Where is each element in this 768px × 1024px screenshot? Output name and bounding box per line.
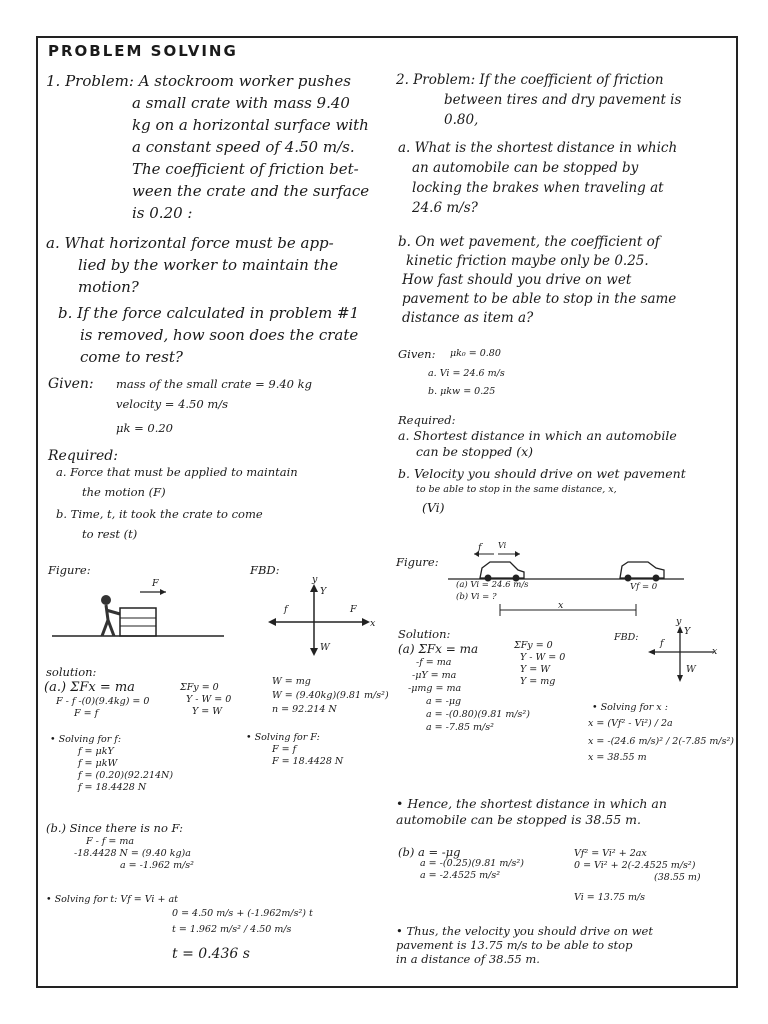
p2-question-b bbox=[398, 234, 676, 326]
p2-sol-line: -μY = ma bbox=[412, 670, 457, 681]
p1-sol-line: f = (0.20)(92.214N) bbox=[78, 770, 174, 781]
p1-sol-line: f = μkY bbox=[78, 746, 114, 757]
p1-sol-line: • Solving for F: bbox=[246, 732, 320, 743]
p2-sol-line: 0 = Vi² + 2(-2.4525 m/s²) bbox=[574, 860, 696, 871]
p1-required-label: Required: bbox=[48, 448, 118, 464]
p1-fbd-y-axis: y bbox=[312, 574, 318, 585]
p1-given-values bbox=[116, 376, 312, 436]
p2-fbd-f: f bbox=[660, 638, 664, 649]
p2-fig-f: f bbox=[478, 542, 482, 553]
p1-sol-line: F - f -(0)(9.4kg) = 0 bbox=[56, 696, 150, 707]
p1-qb-line: come to rest? bbox=[80, 348, 183, 366]
p1-qa-line: a. What horizontal force must be app- bbox=[46, 234, 334, 252]
p1-sol-line: W = mg bbox=[272, 676, 311, 687]
p1-fbd-f: f bbox=[284, 604, 288, 615]
p2-hence-line: • Hence, the shortest distance in which an bbox=[396, 796, 667, 811]
p1-fbd-x-axis: x bbox=[370, 618, 376, 629]
p2-thus-line: pavement is 13.75 m/s to be able to stop bbox=[396, 938, 633, 952]
p1-sol-line: W = (9.40kg)(9.81 m/s²) bbox=[272, 690, 389, 701]
p1-figure-label: Figure: bbox=[48, 563, 91, 577]
p1-sol-b-title: (b.) Since there is no F: bbox=[46, 821, 183, 835]
p2-sol-line: -μmg = ma bbox=[408, 683, 462, 694]
p1-fbd-drawing bbox=[264, 580, 374, 660]
p2-fbd-x-axis: x bbox=[712, 646, 718, 657]
p1-sol-answer-t: t = 0.436 s bbox=[172, 946, 250, 962]
p2-sol-line: a = -2.4525 m/s² bbox=[420, 870, 501, 881]
p2-sol-line: (a) ΣFx = ma bbox=[398, 642, 479, 656]
p1-problem-line: 1. Problem: A stockroom worker pushes bbox=[46, 72, 351, 90]
p2-qa-line: an automobile can be stopped by bbox=[412, 160, 639, 176]
p2-qb-line: b. On wet pavement, the coefficient of bbox=[398, 234, 660, 250]
p1-solving-t bbox=[46, 894, 313, 962]
p2-problem-statement bbox=[396, 72, 681, 128]
p1-fbd-F: F bbox=[350, 604, 357, 615]
p2-given-values-2 bbox=[428, 368, 505, 398]
p1-sol-line: 0 = 4.50 m/s + (-1.962m/s²) t bbox=[172, 908, 313, 919]
p2-fig-case-b: (b) Vi = ? bbox=[456, 592, 497, 602]
p2-qa-line: 24.6 m/s? bbox=[412, 200, 478, 216]
p1-qb-line: is removed, how soon does the crate bbox=[80, 326, 359, 344]
p1-solution-b bbox=[46, 820, 194, 872]
p1-figure-force-label: F bbox=[152, 578, 159, 589]
p1-sol-line: • Solving for t: Vf = Vi + at bbox=[46, 894, 178, 905]
p2-sol-answer-vi: Vi = 13.75 m/s bbox=[574, 892, 646, 903]
p2-sol-line: a = -μg bbox=[426, 696, 462, 707]
p2-solution-b bbox=[398, 846, 524, 882]
p1-given-mass: mass of the small crate = 9.40 kg bbox=[116, 377, 312, 391]
p1-qa-line: motion? bbox=[78, 278, 139, 296]
p1-solving-f bbox=[50, 734, 173, 794]
p1-fbd-label: FBD: bbox=[250, 563, 280, 577]
p1-problem-line: a constant speed of 4.50 m/s. bbox=[132, 138, 355, 156]
p1-required-line: the motion (F) bbox=[82, 485, 166, 499]
p2-sol-line: x = (Vf² - Vi²) / 2a bbox=[588, 718, 673, 729]
p1-sol-line: ΣFy = 0 bbox=[180, 682, 219, 693]
p2-required-line: can be stopped (x) bbox=[416, 444, 533, 459]
p2-solving-x bbox=[588, 702, 734, 764]
p2-sol-line: • Solving for x : bbox=[592, 702, 668, 713]
p2-sol-line: x = -(24.6 m/s)² / 2(-7.85 m/s²) bbox=[588, 736, 735, 747]
p1-qa-line: lied by the worker to maintain the bbox=[78, 256, 339, 274]
p1-sol-line: F = f bbox=[74, 708, 99, 719]
p2-hence-line: automobile can be stopped is 38.55 m. bbox=[396, 812, 641, 827]
p2-required-line: (Vi) bbox=[422, 500, 445, 515]
p2-required-line: b. Velocity you should drive on wet pavement bbox=[398, 466, 686, 481]
p1-sol-line: F = f bbox=[272, 744, 297, 755]
p1-problem-line: kg on a horizontal surface with bbox=[132, 116, 369, 134]
p1-fbd-W: W bbox=[320, 642, 330, 653]
p1-sol-line: F - f = ma bbox=[86, 836, 135, 847]
p1-sol-line: (a.) ΣFx = ma bbox=[44, 680, 135, 695]
p1-sol-line: t = 1.962 m/s² / 4.50 m/s bbox=[172, 924, 292, 935]
p2-problem-line: 2. Problem: If the coefficient of friction bbox=[396, 72, 664, 88]
p1-solution-a bbox=[44, 680, 149, 720]
p2-sol-line: a = -7.85 m/s² bbox=[426, 722, 494, 733]
p2-qb-line: distance as item a? bbox=[402, 310, 534, 326]
p1-solving-F bbox=[246, 732, 343, 768]
p2-sol-line: Y = W bbox=[520, 664, 551, 675]
p2-fig-vf: Vf = 0 bbox=[630, 582, 658, 592]
p1-sol-line: F = 18.4428 N bbox=[272, 756, 344, 767]
p1-question-a bbox=[46, 232, 338, 298]
p2-fbd-label: FBD: bbox=[614, 632, 639, 643]
p2-solution-a bbox=[398, 642, 530, 734]
p2-solution-fy bbox=[514, 640, 565, 688]
p1-qb-line: b. If the force calculated in problem #1 bbox=[58, 304, 360, 322]
p2-fig-x: x bbox=[558, 600, 564, 611]
p1-required-line: b. Time, t, it took the crate to come bbox=[56, 507, 263, 521]
p1-solution-label: solution: bbox=[46, 665, 97, 679]
p1-problem-line: The coefficient of friction bet- bbox=[132, 160, 359, 178]
p2-fig-vi: Vi bbox=[498, 541, 507, 550]
p2-required bbox=[398, 412, 686, 516]
p2-given bbox=[398, 346, 435, 362]
p1-sol-line: -18.4428 N = (9.40 kg)a bbox=[74, 848, 191, 859]
p1-question-b bbox=[58, 302, 359, 368]
p1-given bbox=[48, 376, 94, 392]
p1-required-line: to rest (t) bbox=[82, 527, 138, 541]
p1-given-velocity: velocity = 4.50 m/s bbox=[116, 397, 229, 411]
p1-sol-line: n = 92.214 N bbox=[272, 704, 337, 715]
p2-sol-line: ΣFy = 0 bbox=[514, 640, 553, 651]
p2-sol-line: a = -(0.25)(9.81 m/s²) bbox=[420, 858, 524, 869]
p1-problem-statement bbox=[46, 70, 369, 224]
p2-sol-line: Vf² = Vi² + 2ax bbox=[574, 848, 647, 859]
p2-given-label: Given: bbox=[398, 347, 436, 361]
p2-qb-line: How fast should you drive on wet bbox=[402, 272, 632, 288]
p2-given-line: μk₀ = 0.80 bbox=[450, 348, 501, 359]
p1-problem-line: a small crate with mass 9.40 bbox=[132, 94, 350, 112]
p2-thus bbox=[396, 924, 653, 966]
p1-sol-line: a = -1.962 m/s² bbox=[120, 860, 194, 871]
p2-required-line: a. Shortest distance in which an automobile bbox=[398, 428, 677, 443]
p2-problem-line: 0.80, bbox=[444, 112, 479, 128]
p2-qa-line: a. What is the shortest distance in which bbox=[398, 140, 678, 156]
p1-required-line: a. Force that must be applied to maintain bbox=[56, 465, 298, 479]
p2-given-line: a. Vi = 24.6 m/s bbox=[428, 368, 505, 379]
p2-hence bbox=[396, 796, 667, 828]
p1-given-label: Given: bbox=[48, 376, 94, 392]
p2-qb-line: kinetic friction maybe only be 0.25. bbox=[406, 253, 649, 269]
p2-thus-line: in a distance of 38.55 m. bbox=[396, 952, 540, 966]
p2-solution-b-velocity bbox=[574, 848, 701, 904]
p1-solution-fy bbox=[180, 682, 231, 718]
p2-given-values bbox=[450, 348, 501, 360]
p1-fbd-Y: Y bbox=[320, 586, 327, 597]
page-title: PROBLEM SOLVING bbox=[48, 42, 238, 60]
p1-sol-line: f = 18.4428 N bbox=[78, 782, 147, 793]
p2-sol-line: a = -(0.80)(9.81 m/s²) bbox=[426, 709, 530, 720]
p2-figure-label: Figure: bbox=[396, 555, 439, 569]
p1-sol-line: f = μkW bbox=[78, 758, 118, 769]
p1-problem-line: ween the crate and the surface bbox=[132, 182, 370, 200]
p2-sol-line: (b) a = -μg bbox=[398, 845, 461, 859]
p2-sol-line: Y - W = 0 bbox=[520, 652, 566, 663]
p1-sol-line: Y - W = 0 bbox=[186, 694, 232, 705]
p2-question-a bbox=[398, 140, 677, 216]
p1-required bbox=[48, 448, 298, 542]
p2-required-line: to be able to stop in the same distance, x, bbox=[416, 484, 617, 495]
p2-fbd-W: W bbox=[686, 664, 696, 675]
p2-sol-line: Y = mg bbox=[520, 676, 556, 687]
p2-fig-case-a: (a) Vi = 24.6 m/s bbox=[456, 580, 529, 590]
p2-fbd-y-axis: y bbox=[676, 616, 682, 627]
p2-sol-line: -f = ma bbox=[416, 657, 452, 668]
p1-figure-drawing bbox=[48, 578, 228, 648]
p1-sol-line: Y = W bbox=[192, 706, 223, 717]
p2-qa-line: locking the brakes when traveling at bbox=[412, 180, 664, 196]
p1-solution-weight bbox=[272, 676, 389, 716]
p2-solution-label: Solution: bbox=[398, 627, 451, 641]
p2-qb-line: pavement to be able to stop in the same bbox=[402, 291, 677, 307]
p1-problem-line: is 0.20 : bbox=[132, 204, 193, 222]
p2-thus-line: • Thus, the velocity you should drive on wet bbox=[396, 924, 653, 938]
p2-sol-answer-x: x = 38.55 m bbox=[588, 752, 647, 763]
p2-fbd-drawing bbox=[648, 624, 718, 684]
p2-fbd-Y: Y bbox=[684, 626, 691, 637]
p1-sol-line: • Solving for f: bbox=[50, 734, 122, 745]
p2-problem-line: between tires and dry pavement is bbox=[444, 92, 682, 108]
p1-given-mu: μk = 0.20 bbox=[116, 421, 173, 435]
p2-sol-line: (38.55 m) bbox=[654, 872, 701, 883]
p2-given-line: b. μkw = 0.25 bbox=[428, 386, 496, 397]
p2-required-label: Required: bbox=[398, 413, 456, 427]
